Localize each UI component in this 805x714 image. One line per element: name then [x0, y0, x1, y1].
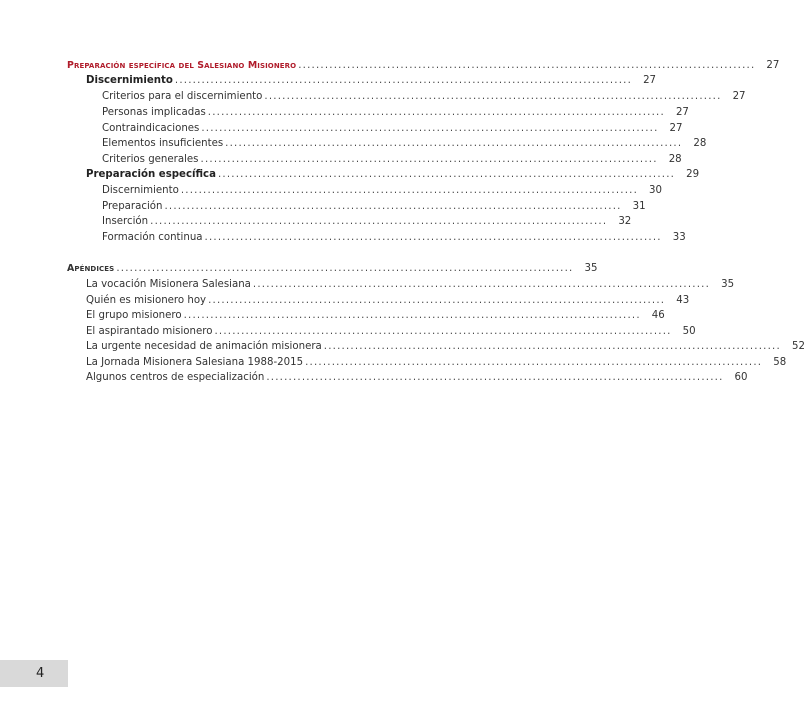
toc-entry-page: 35: [584, 263, 598, 274]
toc-entry-label: Criterios para el discernimiento: [102, 91, 263, 102]
toc-entry-page: 52: [791, 341, 805, 352]
toc-entry-elementos-insuficientes: [102, 137, 707, 151]
dot-leader: .......................................................................................................: [174, 75, 633, 86]
dot-leader: .......................................................................................................: [201, 123, 659, 134]
toc-entry-urgente-necesidad: [86, 340, 805, 354]
dot-leader: .......................................................................................................: [116, 263, 574, 274]
toc-entry-discernimiento: [86, 74, 657, 88]
dot-leader: .......................................................................................................: [264, 91, 722, 102]
toc-entry-page: 50: [682, 326, 696, 337]
dot-leader: .......................................................................................................: [208, 295, 666, 306]
toc-entry-label: Discernimiento: [86, 75, 173, 86]
toc-entry-grupo-misionero: [86, 309, 665, 323]
toc-entry-discernimiento-2: [102, 184, 663, 198]
toc-entry-label: Algunos centros de especialización: [86, 372, 265, 383]
toc-entry-label: Discernimiento: [102, 185, 179, 196]
toc-entry-apendices: [67, 262, 598, 276]
toc-entry-label: Personas implicadas: [102, 107, 206, 118]
toc-entry-label: Inserción: [102, 216, 149, 227]
dot-leader: .......................................................................................................: [164, 201, 622, 212]
toc-entry-formacion-continua: [102, 231, 686, 245]
toc-entry-preparacion-especifica-salesiano-misionero: [67, 59, 780, 73]
dot-leader: .......................................................................................................: [323, 341, 781, 352]
page-number-tab: [0, 660, 68, 687]
page-number: 4: [36, 666, 45, 681]
toc-entry-page: 27: [675, 107, 689, 118]
dot-leader: .......................................................................................................: [207, 107, 665, 118]
dot-leader: .......................................................................................................: [180, 185, 639, 196]
toc-entry-label: El aspirantado misionero: [86, 326, 213, 337]
dot-leader: .......................................................................................................: [200, 154, 658, 165]
toc-entry-label: Quién es misionero hoy: [86, 295, 207, 306]
dot-leader: .......................................................................................................: [252, 279, 711, 290]
toc-entry-criterios-discernimiento: [102, 90, 746, 104]
toc-entry-page: 29: [686, 169, 700, 180]
toc-entry-page: 32: [618, 216, 632, 227]
toc-entry-label: La Jornada Misionera Salesiana 1988-2015: [86, 357, 304, 368]
toc-entry-preparacion-especifica: [86, 168, 700, 182]
dot-leader: .......................................................................................................: [204, 232, 662, 243]
dot-leader: .......................................................................................................: [225, 138, 683, 149]
toc-entry-label: Criterios generales: [102, 154, 199, 165]
toc-entry-preparacion: [102, 200, 646, 214]
toc-entry-page: 35: [721, 279, 735, 290]
toc-entry-label: Formación continua: [102, 232, 203, 243]
toc-entry-label: Preparación: [102, 201, 163, 212]
toc-entry-page: 27: [766, 60, 780, 71]
dot-leader: .......................................................................................................: [305, 357, 763, 368]
toc-entry-label: La urgente necesidad de animación misionera: [86, 341, 322, 352]
toc-entry-page: 46: [651, 310, 665, 321]
dot-leader: .......................................................................................................: [183, 310, 641, 321]
toc-entry-page: 60: [734, 372, 748, 383]
toc-entry-personas-implicadas: [102, 106, 689, 120]
toc-entry-aspirantado-misionero: [86, 325, 696, 339]
toc-entry-page: 27: [643, 75, 657, 86]
dot-leader: .......................................................................................................: [214, 326, 672, 337]
toc-entry-label: Preparación específica del Salesiano Misionero: [67, 60, 297, 71]
toc-entry-page: 30: [649, 185, 663, 196]
toc-entry-centros-especializacion: [86, 371, 748, 385]
toc-entry-label: El grupo misionero: [86, 310, 182, 321]
dot-leader: .......................................................................................................: [298, 60, 756, 71]
toc-entry-page: 27: [669, 123, 683, 134]
toc-entry-label: Contraindicaciones: [102, 123, 200, 134]
toc-entry-label: Apéndices: [67, 263, 115, 274]
dot-leader: .......................................................................................................: [217, 169, 676, 180]
toc-entry-page: 33: [672, 232, 686, 243]
toc-entry-page: 31: [632, 201, 646, 212]
dot-leader: .......................................................................................................: [266, 372, 724, 383]
toc-entry-criterios-generales: [102, 153, 682, 167]
toc-entry-label: La vocación Misionera Salesiana: [86, 279, 251, 290]
toc-entry-page: 28: [693, 138, 707, 149]
dot-leader: .......................................................................................................: [150, 216, 608, 227]
toc-entry-page: 43: [676, 295, 690, 306]
toc-entry-page: 28: [668, 154, 682, 165]
toc-entry-label: Preparación específica: [86, 169, 216, 180]
toc-entry-vocacion-misionera: [86, 278, 735, 292]
toc-entry-page: 27: [732, 91, 746, 102]
toc-entry-page: 58: [773, 357, 787, 368]
toc-entry-insercion: [102, 215, 632, 229]
toc-entry-contraindicaciones: [102, 122, 683, 136]
toc-entry-quien-es-misionero: [86, 294, 690, 308]
toc-entry-jornada-misionera: [86, 356, 787, 370]
toc-entry-label: Elementos insuficientes: [102, 138, 224, 149]
